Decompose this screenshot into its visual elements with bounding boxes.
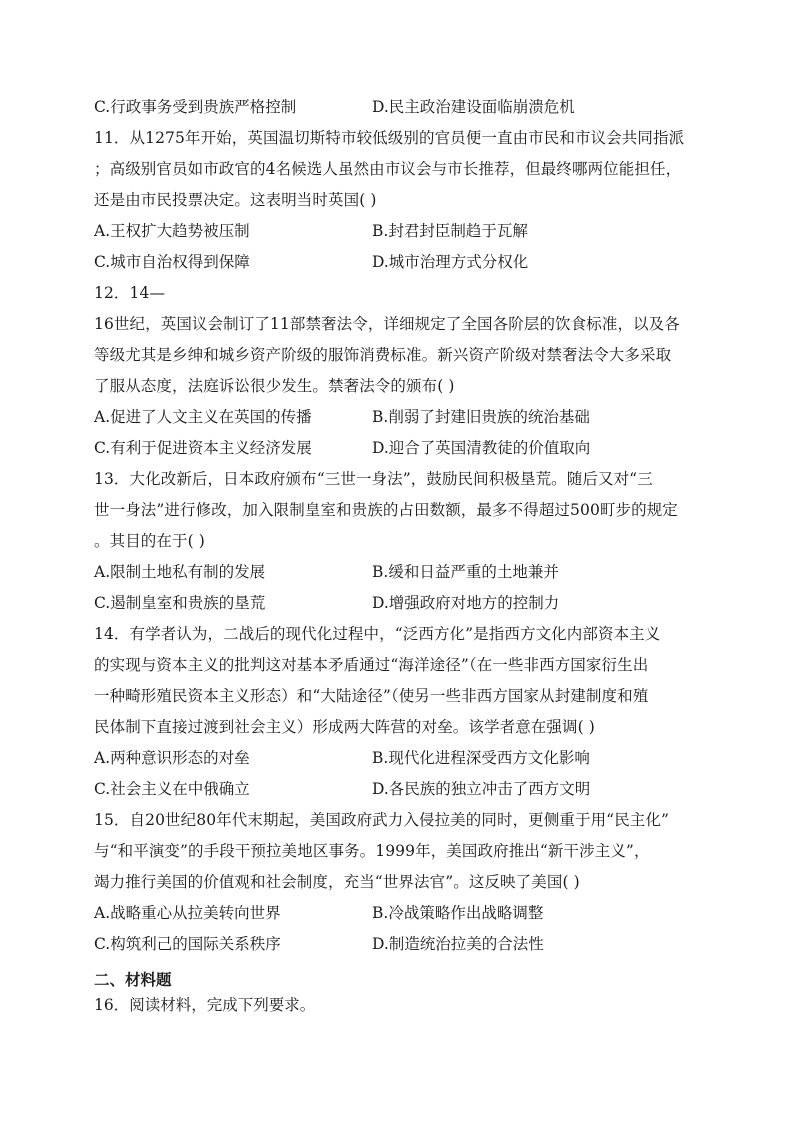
q11-stem-line-2: ；高级别官员如市政官的4名候选人虽然由市议会与市长推荐，但最终哪两位能担任，	[94, 160, 682, 178]
q15-stem-line-3: 竭力推行美国的价值观和社会制度，充当“世界法官”。这反映了美国( )	[94, 873, 580, 891]
q15-options-row-2	[94, 929, 706, 960]
q13-stem-line-1: 13．大化改新后，日本政府颁布“三世一身法”，鼓励民间积极垦荒。随后又对“三	[94, 470, 653, 488]
q12-option-c[interactable]: C.有利于促进资本主义经济发展	[94, 439, 312, 457]
q11-stem-line-1: 11．从1275年开始，英国温切斯特市较低级别的官员便一直由市民和市议会共同指派	[94, 129, 685, 147]
q14-stem-line-1: 14．有学者认为，二战后的现代化过程中，“泛西方化”是指西方文化内部资本主义	[94, 625, 661, 643]
q12-options-row-1	[94, 402, 706, 433]
q15-stem-line-1: 15．自20世纪80年代末期起，美国政府武力入侵拉美的同时，更侧重于用“民主化”	[94, 811, 670, 829]
q14-option-a[interactable]: A.两种意识形态的对垒	[94, 749, 250, 767]
q12-option-a[interactable]: A.促进了人文主义在英国的传播	[94, 408, 312, 426]
exam-page	[94, 92, 706, 1018]
q15-option-b[interactable]: B.冷战策略作出战略调整	[372, 904, 544, 922]
q11-options-row-1	[94, 216, 706, 247]
q10-option-d[interactable]: D.民主政治建设面临崩溃危机	[372, 98, 575, 116]
q15-option-a[interactable]: A.战略重心从拉美转向世界	[94, 904, 281, 922]
q11-option-c[interactable]: C.城市自治权得到保障	[94, 253, 250, 271]
q14-stem-line-2: 的实现与资本主义的批判这对基本矛盾通过“海洋途径”（在一些非西方国家衍生出	[94, 656, 649, 674]
q12-stem-line-3: 等级尤其是乡绅和城乡资产阶级的服饰消费标准。新兴资产阶级对禁奢法令大多采取	[94, 346, 672, 364]
q13-stem-line-2: 世一身法”进行修改，加入限制皇室和贵族的占田数额，最多不得超过500町步的规定	[94, 501, 678, 519]
q15-options-row-1	[94, 898, 706, 929]
q12-stem-line-4: 了服从态度，法庭诉讼很少发生。禁奢法令的颁布( )	[94, 377, 455, 395]
q12-stem-line-2: 16世纪，英国议会制订了11部禁奢法令，详细规定了全国各阶层的饮食标准，以及各	[94, 315, 680, 333]
q10-options-row-2	[94, 92, 706, 123]
q12-option-b[interactable]: B.削弱了封建旧贵族的统治基础	[372, 408, 590, 426]
q13-stem-line-3: 。其目的在于( )	[94, 532, 205, 550]
q11-option-a[interactable]: A.王权扩大趋势被压制	[94, 222, 250, 240]
q11-option-b[interactable]: B.封君封臣制趋于瓦解	[372, 222, 528, 240]
q12-stem-line-1: 12．14—	[94, 284, 166, 302]
q14-options-row-1	[94, 743, 706, 774]
q15-option-d[interactable]: D.制造统治拉美的合法性	[372, 935, 544, 953]
q14-stem-line-3: 一种畸形殖民资本主义形态）和“大陆途径”（使另一些非西方国家从封建制度和殖	[94, 687, 649, 705]
q11-option-d[interactable]: D.城市治理方式分权化	[372, 253, 529, 271]
q13-options-row-1	[94, 557, 706, 588]
q11-stem-line-3: 还是由市民投票决定。这表明当时英国( )	[94, 191, 377, 209]
q12-option-d[interactable]: D.迎合了英国清教徒的价值取向	[372, 439, 591, 457]
q10-option-c[interactable]: C.行政事务受到贵族严格控制	[94, 98, 297, 116]
q13-option-c[interactable]: C.遏制皇室和贵族的垦荒	[94, 594, 266, 612]
q14-stem-line-4: 民体制下直接过渡到社会主义）形成两大阵营的对垒。该学者意在强调( )	[94, 718, 595, 736]
q12-options-row-2	[94, 433, 706, 464]
section-title-materials: 二、材料题	[94, 970, 172, 989]
q13-option-a[interactable]: A.限制土地私有制的发展	[94, 563, 266, 581]
q14-option-c[interactable]: C.社会主义在中俄确立	[94, 780, 250, 798]
q13-options-row-2	[94, 588, 706, 619]
q13-option-b[interactable]: B.缓和日益严重的土地兼并	[372, 563, 559, 581]
q16-stem: 16．阅读材料，完成下列要求。	[94, 996, 316, 1014]
q15-option-c[interactable]: C.构筑利己的国际关系秩序	[94, 935, 281, 953]
q14-option-d[interactable]: D.各民族的独立冲击了西方文明	[372, 780, 591, 798]
q15-stem-line-2: 与“和平演变”的手段干预拉美地区事务。1999年，美国政府推出“新干涉主义”，	[94, 842, 650, 860]
q11-options-row-2	[94, 247, 706, 278]
q13-option-d[interactable]: D.增强政府对地方的控制力	[372, 594, 560, 612]
q14-options-row-2	[94, 774, 706, 805]
q14-option-b[interactable]: B.现代化进程深受西方文化影响	[372, 749, 590, 767]
